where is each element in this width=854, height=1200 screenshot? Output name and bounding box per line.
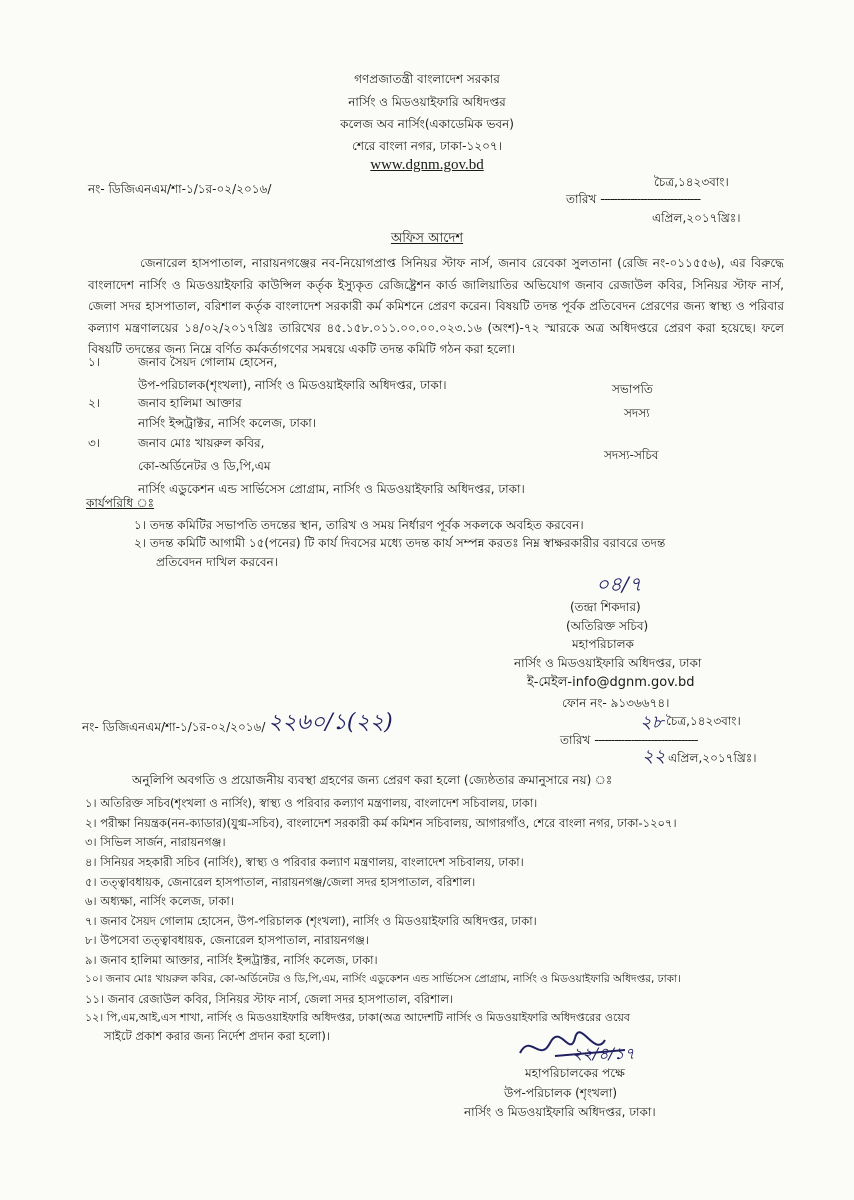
- cc-item: ১১। জনাব রেজাউল কবির, সিনিয়র স্টাফ নার্স, জেলা সদর হাসপাতাল, বরিশাল।: [85, 992, 454, 1006]
- signature-date: ২২/৪/১৭: [572, 1044, 635, 1063]
- committee-number: ৩।: [88, 436, 101, 450]
- govt-name: গণপ্রজাতন্ত্রী বাংলাদেশ সরকার: [354, 72, 500, 86]
- website-link[interactable]: www.dgnm.gov.bd: [370, 157, 484, 173]
- date-bangla-day: ২৮: [640, 712, 664, 733]
- committee-role: সভাপতি: [612, 382, 653, 396]
- cc-item: ২। পরীক্ষা নিয়ন্ত্রক(নন-ক্যাডার)(যুগ্ম-সচিব), বাংলাদেশ সরকারী কর্ম কমিশন সচিবালয়, আগারগাঁও, শেরে বাংলা নগর, ঢাকা-১২০৭।: [85, 816, 677, 830]
- cc-item: ১০। জনাব মোঃ খায়রুল কবির, কো-অর্ডিনেটর ও ডি,পি,এম, নার্সিং এডুকেশন এন্ড সার্ভিসেস প্রোগ্রাম, নার্সিং ও মিডওয়াইফারি অধিদপ্তর, ঢাকা।: [85, 973, 681, 985]
- date-bangla: চৈত্র,১৪২৩বাং।: [654, 175, 729, 189]
- cc-item: ১২। পি,এম,আই,এস শাখা, নার্সিং ও মিডওয়াইফারি অধিদপ্তর, ঢাকা(অত্র আদেশটি নার্সিং ও মিডওয়াইফারি অধিদপ্তরের ওয়েব: [85, 1011, 630, 1024]
- cc-item: ৭। জনাব সৈয়দ গোলাম হোসেন, উপ-পরিচালক (শৃংখলা), নার্সিং ও মিডওয়াইফারি অধিদপ্তর, ঢাকা।: [85, 914, 537, 928]
- signatory-title: মহাপরিচালক: [572, 637, 634, 651]
- date-label-2: তারিখ -------------------------------: [560, 733, 698, 747]
- signatory-name: (তন্দ্রা শিকদার): [570, 600, 641, 614]
- committee-role: সদস্য-সচিব: [604, 448, 659, 462]
- committee-role: সদস্য: [624, 406, 650, 420]
- committee-member-post: উপ-পরিচালক(শৃংখলা), নার্সিং ও মিডওয়াইফারি অধিদপ্তর, ঢাকা।: [138, 378, 447, 392]
- committee-member-name: জনাব হালিমা আক্তার: [138, 396, 242, 410]
- building-name: কলেজ অব নার্সিং(একাডেমিক ভবন): [340, 117, 514, 131]
- committee-number: ২।: [88, 396, 101, 410]
- cc-intro: অনুলিপি অবগতি ও প্রয়োজনীয় ব্যবস্থা গ্রহণের জন্য প্রেরণ করা হলো (জ্যেষ্ঠতার ক্রমানুসারে নয়) ঃ: [132, 773, 613, 787]
- footer-line-1: মহাপরিচালকের পক্ষে: [525, 1066, 625, 1080]
- footer-line-2: উপ-পরিচালক (শৃংখলা): [504, 1086, 618, 1100]
- date-english-2: এপ্রিল,২০১৭খ্রিঃ।: [668, 751, 757, 765]
- handwritten-memo-number: ২২৬০/১(২২): [268, 710, 393, 735]
- memo-number-2: নং- ডিজিএনএম/শা-১/১র-০২/২০১৬/: [82, 720, 266, 734]
- directorate-name: নার্সিং ও মিডওয়াইফারি অধিদপ্তর: [348, 95, 506, 109]
- committee-member-name: জনাব সৈয়দ গোলাম হোসেন,: [138, 355, 278, 369]
- cc-item: ৮। উপসেবা তত্ত্বাবধায়ক, জেনারেল হাসপাতাল, নারায়নগঞ্জ।: [85, 933, 369, 947]
- footer-line-3: নার্সিং ও মিডওয়াইফারি অধিদপ্তর, ঢাকা।: [464, 1105, 656, 1119]
- cc-item: ৩। সিভিল সার্জন, নারায়নগঞ্জ।: [85, 835, 226, 849]
- date-label: তারিখ ------------------------------: [566, 192, 701, 206]
- cc-item-continuation: সাইটে প্রকাশ করার জন্য নির্দেশ প্রদান করা হলো)।: [104, 1029, 330, 1043]
- cc-item: ৯। জনাব হালিমা আক্তার, নার্সিং ইন্সট্রাক্টর, নার্সিং কলেজ, ঢাকা।: [85, 953, 378, 967]
- signatory-email[interactable]: ই-মেইল-info@dgnm.gov.bd: [527, 675, 695, 690]
- cc-item: ৬। অধ্যক্ষা, নার্সিং কলেজ, ঢাকা।: [85, 894, 234, 908]
- address: শেরে বাংলা নগর, ঢাকা-১২০৭।: [352, 139, 502, 153]
- committee-member-post: নার্সিং ইন্সট্রাক্টর, নার্সিং কলেজ, ঢাকা।: [138, 416, 317, 430]
- signatory-designation: (অতিরিক্ত সচিব): [566, 619, 649, 633]
- committee-member-office: নার্সিং এডুকেশন এন্ড সার্ভিসেস প্রোগ্রাম, নার্সিং ও মিডওয়াইফারি অধিদপ্তর, ঢাকা।: [138, 482, 525, 496]
- tor-item: ২। তদন্ত কমিটি আগামী ১৫(পনের) টি কার্য দিবসের মধ্যে তদন্ত কার্য সম্পন্ন করতঃ নিম্ন স্বাক্ষরকারীর বরাবরে তদন্ত: [134, 536, 666, 550]
- tor-item: ১। তদন্ত কমিটির সভাপতি তদন্তের স্থান, তারিখ ও সময় নির্ধারণ পূর্বক সকলকে অবহিত করবেন।: [134, 518, 584, 532]
- committee-member-post: কো-অর্ডিনেটর ও ডি,পি,এম: [138, 459, 271, 473]
- cc-item: ৫। তত্ত্বাবধায়ক, জেনারেল হাসপাতাল, নারায়নগঞ্জ/জেলা সদর হাসপাতাল, বরিশাল।: [85, 875, 476, 889]
- date-english: এপ্রিল,২০১৭খ্রিঃ।: [652, 211, 741, 225]
- tor-title: কার্যপরিধি ঃ: [86, 496, 155, 510]
- signature-mark: ০৪/৭: [596, 572, 642, 596]
- order-body: জেনারেল হাসপাতাল, নারায়নগঞ্জের নব-নিয়োগপ্রাপ্ত সিনিয়র স্টাফ নার্স, জনাব রেবেকা সুলতানা (রেজি নং-০১১৫৫৬), এর বিরুদ্ধে বাংলাদেশ নার্সিং ও মিডওয়াইফারি কাউন্সিল কর্তৃক ইস্যুকৃত রেজিষ্ট্রেশন কার্ড জালিয়াতির অভিযোগ জনাব রেজাউল কবির, সিনিয়র স্টাফ নার্স, জেলা সদর হাসপাতাল, বরিশাল কর্তৃক বাংলাদেশ সরকারী কর্ম কমিশনে প্রেরণ করেন। বিষয়টি তদন্ত পূর্বক প্রতিবেদন প্রেরণের জন্য স্বাস্থ্য ও পরিবার কল্যাণ মন্ত্রণালয়ের ১৪/০২/২০১৭খ্রিঃ তারিখের ৪৫.১৫৮.০১১.০০.০০.০২৩.১৬ (অংশ)-৭২ স্মারকে অত্র অধিদপ্তরে প্রেরণ করা হয়েছে। ফলে বিষয়টি তদন্তের জন্য নিম্নে বর্ণিত কর্মকর্তাগণের সমন্বয়ে একটি তদন্ত কমিটি গঠন করা হলো।: [88, 256, 784, 356]
- date-bangla-2: চৈত্র,১৪২৩বাং।: [666, 714, 741, 728]
- committee-member-name: জনাব মোঃ খায়রুল কবির,: [138, 436, 265, 450]
- memo-number: নং- ডিজিএনএম/শা-১/১র-০২/২০১৬/: [88, 182, 272, 196]
- date-english-day: ২২: [642, 746, 666, 767]
- cc-item: ৪। সিনিয়র সহকারী সচিব (নার্সিং), স্বাস্থ্য ও পরিবার কল্যাণ মন্ত্রণালয়, বাংলাদেশ সচিবালয়, ঢাকা।: [85, 855, 524, 869]
- committee-number: ১।: [88, 355, 101, 369]
- signatory-office: নার্সিং ও মিডওয়াইফারি অধিদপ্তর, ঢাকা: [514, 656, 702, 670]
- page-title: অফিস আদেশ: [390, 231, 464, 246]
- signatory-phone: ফোন নং- ৯১৩৬৬৭৪।: [562, 696, 670, 710]
- tor-item-continuation: প্রতিবেদন দাখিল করবেন।: [156, 555, 278, 569]
- cc-item: ১। অতিরিক্ত সচিব(শৃংখলা ও নার্সিং), স্বাস্থ্য ও পরিবার কল্যাণ মন্ত্রণালয়, বাংলাদেশ সচিবালয়, ঢাকা।: [85, 796, 538, 810]
